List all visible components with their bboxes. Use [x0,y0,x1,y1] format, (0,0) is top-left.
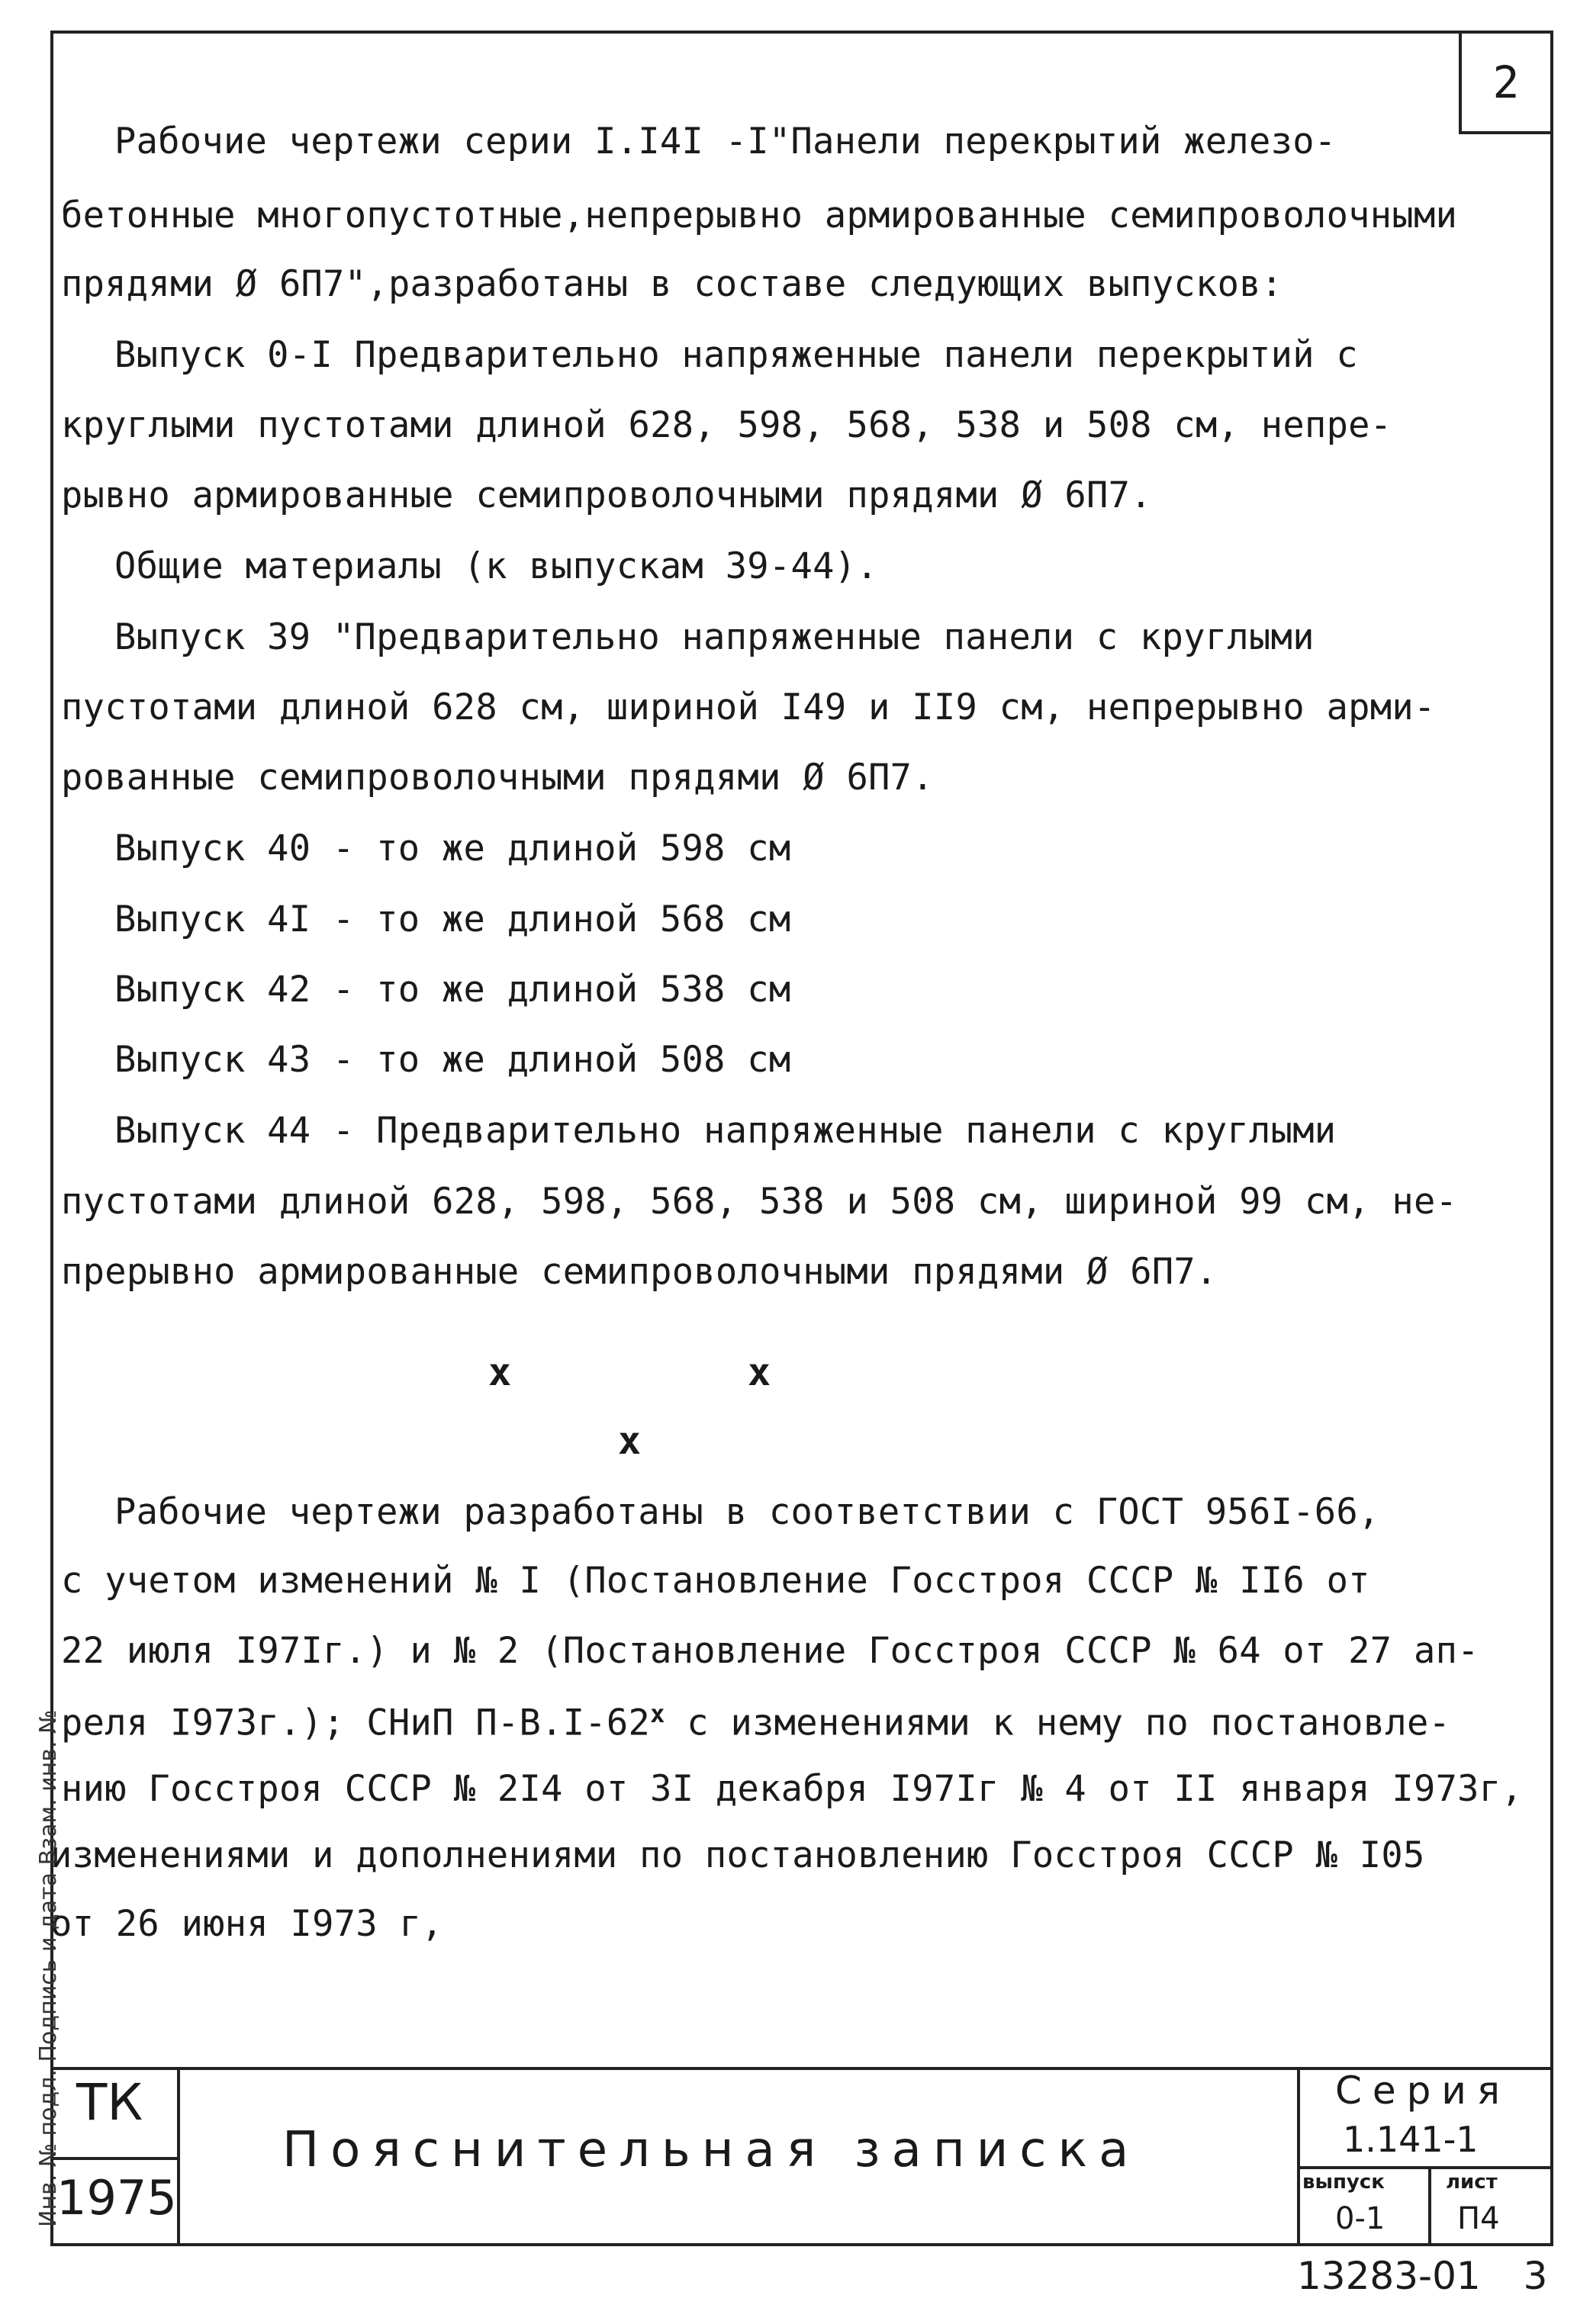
separator-mark: x [488,1350,512,1394]
text-line: Выпуск 43 - то же длиной 508 см [114,1039,791,1081]
text-line: круглыми пустотами длиной 628, 598, 568, 538 и 508 см, непре- [61,404,1392,446]
text-line: пустотами длиной 628, 598, 568, 538 и 508 см, шириной 99 см, не- [61,1181,1458,1223]
text-line: с учетом изменений № I (Постановление Госстроя СССР № II6 от [61,1560,1370,1602]
text-line: Выпуск 42 - то же длиной 538 см [114,969,791,1011]
issue-value: 0-1 [1335,2201,1386,2236]
title-block-divider [1297,2067,1300,2246]
issue-label: выпуск [1302,2171,1385,2194]
text-line: пустотами длиной 628 см, шириной I49 и II9 см, непрерывно арми- [61,686,1436,728]
title-block-top-line [50,2067,1553,2070]
archive-number: 13283-01 3 [1297,2254,1548,2298]
title-block-divider [1428,2166,1431,2246]
snip-continuation: с изменениями к нему по постановле- [665,1702,1451,1744]
text-line: изменениями и дополнениями по постановлению Госстроя СССР № I05 [50,1834,1425,1876]
separator-mark: x [748,1350,771,1394]
text-line: Выпуск 39 "Предварительно напряженные панели с круглыми [114,616,1315,658]
snip-superscript: x [650,1699,665,1728]
text-line: прядями Ø 6П7",разработаны в составе следующих выпусков: [61,263,1283,305]
document-title: Пояснительная записка [282,2122,1141,2178]
text-line: Выпуск 44 - Предварительно напряженные панели с круглыми [114,1110,1337,1152]
text-line: 22 июля I97Iг.) и № 2 (Постановление Госстроя СССР № 64 от 27 ап- [61,1630,1479,1672]
text-line: Общие материалы (к выпускам 39-44). [114,545,878,587]
text-line: Рабочие чертежи разработаны в соответствии с ГОСТ 956I-66, [114,1491,1380,1533]
snip-reference: реля I973г.); СНиП П-В.I-62 [61,1702,651,1744]
text-line: Выпуск 4I - то же длиной 568 см [114,898,791,940]
title-block-divider [50,2157,180,2160]
text-line: бетонные многопустотные,непрерывно армированные семипроволочными [61,194,1458,236]
text-line: Рабочие чертежи серии I.I4I -I"Панели перекрытий железо- [114,121,1337,162]
text-line: рованные семипроволочными прядями Ø 6П7. [61,757,934,799]
sheet-label: лист [1446,2171,1498,2194]
org-code: ТК [76,2073,143,2132]
text-line: рывно армированные семипроволочными прядями Ø 6П7. [61,474,1152,516]
text-line: Выпуск 0-I Предварительно напряженные панели перекрытий с [114,334,1358,376]
series-value: 1.141-1 [1343,2119,1479,2160]
text-line [61,1699,1450,1744]
text-line: нию Госстроя СССР № 2I4 от 3I декабря I97Iг № 4 от II января I973г, [61,1768,1523,1810]
sheet-value: П4 [1457,2201,1500,2236]
year: 1975 [56,2170,177,2226]
separator-mark: x [618,1419,642,1463]
text-line: Выпуск 40 - то же длиной 598 см [114,828,791,869]
sheet-number: 2 [1459,31,1553,134]
text-line: прерывно армированные семипроволочными прядями Ø 6П7. [61,1251,1218,1293]
archive-page: 3 [1523,2254,1548,2298]
text-line: от 26 июня I973 г, [50,1903,443,1945]
title-block-divider [1297,2166,1553,2169]
margin-note: Инв. № подл. Подпись и дата Взам. инв. № [35,1709,62,2227]
series-label: Серия [1335,2068,1511,2113]
